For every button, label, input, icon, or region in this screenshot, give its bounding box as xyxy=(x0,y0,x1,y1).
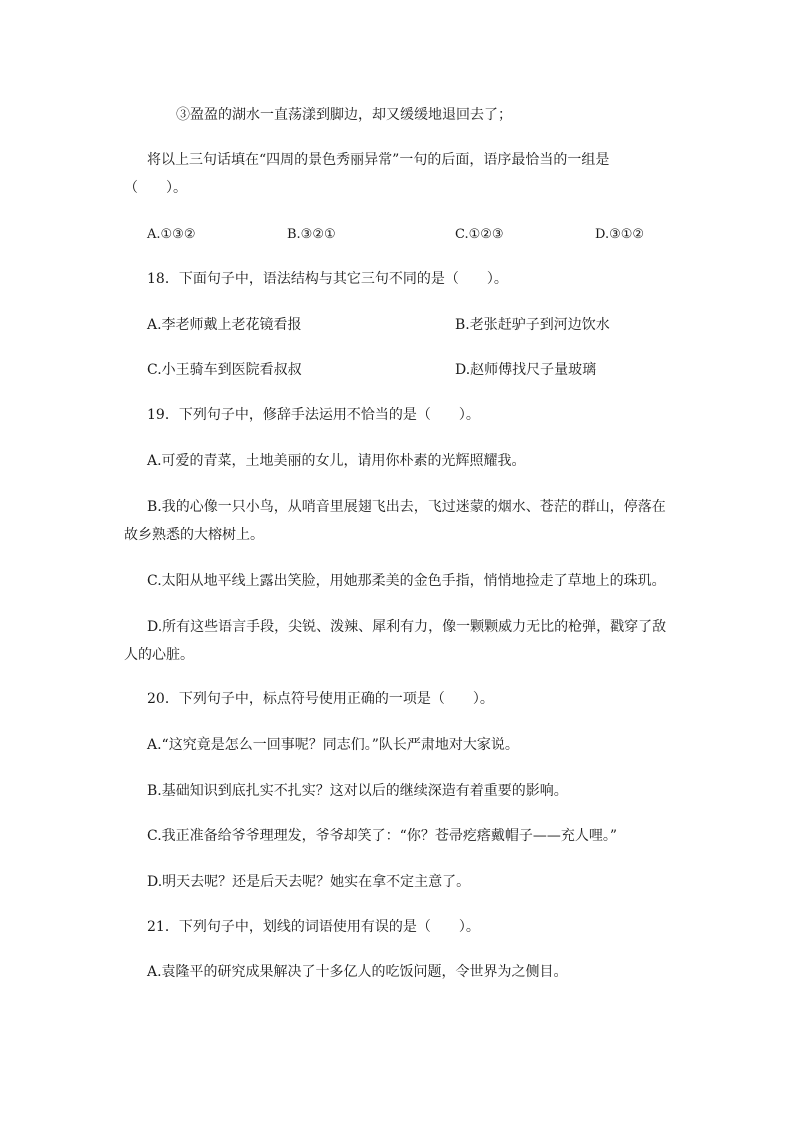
q18-option-a: A.李老师戴上老花镜看报 xyxy=(147,317,302,333)
q20-stem: 20．下列句子中，标点符号使用正确的一项是（ ）。 xyxy=(147,691,494,707)
q19-option-c: C.太阳从地平线上露出笑脸，用她那柔美的金色手指，悄悄地捡走了草地上的珠玑。 xyxy=(147,573,666,589)
q17-prompt-line2: （ ）。 xyxy=(124,180,187,196)
q18-stem: 18．下面句子中，语法结构与其它三句不同的是（ ）。 xyxy=(147,271,508,287)
q17-option-a: A.①③② xyxy=(147,227,196,242)
q20-option-d: D.明天去呢？还是后天去呢？她实在拿不定主意了。 xyxy=(147,874,471,890)
q20-option-b: B.基础知识到底扎实不扎实？这对以后的继续深造有着重要的影响。 xyxy=(147,783,568,799)
q19-option-d-line1: D.所有这些语言手段，尖锐、泼辣、犀利有力，像一颗颗威力无比的枪弹，戳穿了敌 xyxy=(147,619,667,635)
q20-option-c: C.我正准备给爷爷理理发，爷爷却笑了：“你？苍帚疙瘩戴帽子——充人哩。” xyxy=(147,828,617,844)
q19-option-b-line1: B.我的心像一只小鸟，从哨音里展翅飞出去，飞过迷蒙的烟水、苍茫的群山，停落在 xyxy=(147,499,666,515)
q17-option-d: D.③①② xyxy=(595,227,645,242)
q19-option-d-line2: 人的心脏。 xyxy=(124,647,194,663)
q17-clause-3: ③盈盈的湖水一直荡漾到脚边，却又缓缓地退回去了； xyxy=(176,107,512,123)
q21-option-a: A.袁隆平的研究成果解决了十多亿人的吃饭问题，令世界为之侧目。 xyxy=(147,964,568,980)
q19-stem: 19．下列句子中，修辞手法运用不恰当的是（ ）。 xyxy=(147,407,480,423)
q18-option-d: D.赵师傅找尺子量玻璃 xyxy=(455,362,597,378)
q19-option-b-line2: 故乡熟悉的大榕树上。 xyxy=(124,527,264,543)
q18-option-b: B.老张赶驴子到河边饮水 xyxy=(455,317,610,333)
q17-option-b: B.③②① xyxy=(287,227,336,242)
q20-option-a: A.“这究竟是怎么一回事呢？同志们。”队长严肃地对大家说。 xyxy=(147,737,519,753)
q21-stem: 21．下列句子中，划线的词语使用有误的是（ ）。 xyxy=(147,919,480,935)
q18-option-c: C.小王骑车到医院看叔叔 xyxy=(147,362,302,378)
q19-option-a: A.可爱的青菜，土地美丽的女儿，请用你朴素的光辉照耀我。 xyxy=(147,453,526,469)
q17-prompt-line1: 将以上三句话填在“四周的景色秀丽异常”一句的后面，语序最恰当的一组是 xyxy=(147,152,610,168)
q17-option-c: C.①②③ xyxy=(455,227,504,242)
